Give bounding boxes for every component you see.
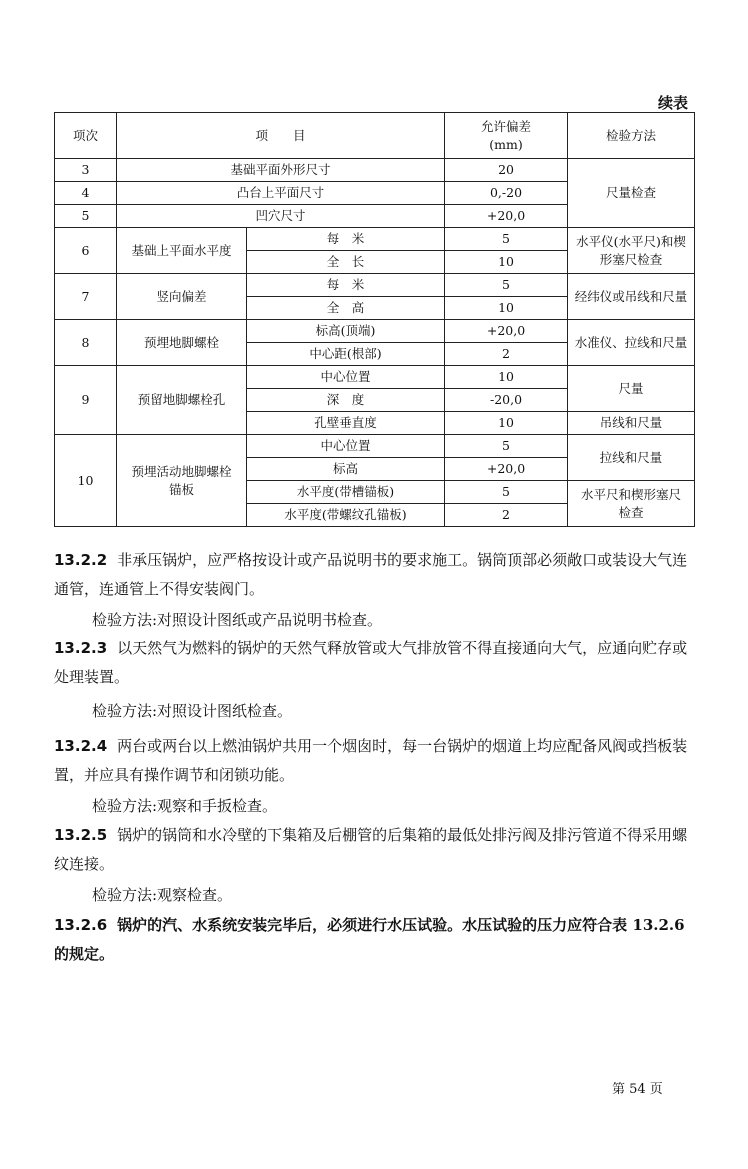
- table-header-row: [55, 113, 695, 159]
- table-row: [55, 228, 695, 251]
- row-subitem: 全 高: [247, 297, 445, 320]
- row-subitem: 每 米: [247, 274, 445, 297]
- row-item: 基础平面外形尺寸: [117, 159, 445, 182]
- clause-13-2-4-method: 检验方法:观察和手扳检查。: [92, 797, 278, 815]
- header-method: 检验方法: [568, 113, 695, 159]
- row-no: 10: [55, 435, 117, 527]
- row-tolerance: -20,0: [445, 389, 568, 412]
- row-method: 水准仪、拉线和尺量: [568, 320, 695, 366]
- row-tolerance: 0,-20: [445, 182, 568, 205]
- header-tolerance-unit: (mm): [489, 136, 523, 152]
- row-item: 预埋地脚螺栓: [117, 320, 247, 366]
- inspection-table: [54, 112, 695, 527]
- table-row: [55, 320, 695, 343]
- row-tolerance: +20,0: [445, 205, 568, 228]
- row-item: 凸台上平面尺寸: [117, 182, 445, 205]
- row-method: 拉线和尺量: [568, 435, 695, 481]
- clause-number: 13.2.5: [54, 826, 108, 844]
- clause-number: 13.2.2: [54, 551, 108, 569]
- row-method: 水平尺和楔形塞尺检查: [568, 481, 695, 527]
- clause-text: 以天然气为燃料的锅炉的天然气释放管或大气排放管不得直接通向大气，应通向贮存或处理装置。: [54, 639, 688, 686]
- row-subitem: 每 米: [247, 228, 445, 251]
- row-method: 尺量检查: [568, 159, 695, 228]
- table-row: [55, 435, 695, 458]
- row-subitem: 中心位置: [247, 366, 445, 389]
- row-tolerance: 10: [445, 297, 568, 320]
- clause-13-2-2: [54, 546, 694, 604]
- row-item: 竖向偏差: [117, 274, 247, 320]
- row-subitem: 水平度(带槽锚板): [247, 481, 445, 504]
- row-tolerance: 10: [445, 412, 568, 435]
- row-method: 经纬仪或吊线和尺量: [568, 274, 695, 320]
- row-subitem: 深 度: [247, 389, 445, 412]
- row-no: 4: [55, 182, 117, 205]
- row-tolerance: +20,0: [445, 320, 568, 343]
- row-tolerance: 5: [445, 481, 568, 504]
- row-tolerance: 10: [445, 366, 568, 389]
- row-item: 凹穴尺寸: [117, 205, 445, 228]
- row-no: 6: [55, 228, 117, 274]
- row-tolerance: 5: [445, 228, 568, 251]
- clause-number: 13.2.4: [54, 737, 108, 755]
- row-no: 7: [55, 274, 117, 320]
- header-item: 项 目: [117, 113, 445, 159]
- header-tolerance-label: 允许偏差: [481, 118, 532, 134]
- row-item: 预留地脚螺栓孔: [117, 366, 247, 435]
- clause-13-2-3: [54, 634, 694, 692]
- row-method: 尺量: [568, 366, 695, 412]
- row-no: 9: [55, 366, 117, 435]
- clause-13-2-6: [54, 911, 694, 969]
- clause-text: 非承压锅炉，应严格按设计或产品说明书的要求施工。锅筒顶部必须敞口或装设大气连通管，连通管上不得安装阀门。: [54, 551, 688, 598]
- row-subitem: 水平度(带螺纹孔锚板): [247, 504, 445, 527]
- clause-13-2-4: [54, 732, 694, 790]
- row-subitem: 标高(顶端): [247, 320, 445, 343]
- row-tolerance: 10: [445, 251, 568, 274]
- clause-number: 13.2.3: [54, 639, 108, 657]
- continued-table-label: 续表: [657, 94, 688, 112]
- row-tolerance: +20,0: [445, 458, 568, 481]
- row-item: 预埋活动地脚螺栓锚板: [117, 435, 247, 527]
- clause-13-2-5-method: 检验方法:观察检查。: [92, 886, 233, 904]
- clause-13-2-2-method: 检验方法:对照设计图纸或产品说明书检查。: [92, 611, 383, 629]
- clause-13-2-5: [54, 821, 694, 879]
- row-subitem: 中心位置: [247, 435, 445, 458]
- row-item: 基础上平面水平度: [117, 228, 247, 274]
- page-number: 第 54 页: [612, 1082, 663, 1097]
- header-tolerance: [445, 113, 568, 159]
- row-tolerance: 2: [445, 504, 568, 527]
- row-method: 吊线和尺量: [568, 412, 695, 435]
- row-tolerance: 2: [445, 343, 568, 366]
- clause-text: 两台或两台以上燃油锅炉共用一个烟囱时，每一台锅炉的烟道上均应配备风阀或挡板装置，并应具有操作调节和闭锁功能。: [54, 737, 688, 784]
- clause-text: 锅炉的锅筒和水冷壁的下集箱及后棚管的后集箱的最低处排污阀及排污管道不得采用螺纹连接。: [54, 826, 688, 873]
- clause-13-2-3-method: 检验方法:对照设计图纸检查。: [92, 702, 293, 720]
- row-no: 3: [55, 159, 117, 182]
- row-subitem: 中心距(根部): [247, 343, 445, 366]
- row-subitem: 标高: [247, 458, 445, 481]
- row-subitem: 全 长: [247, 251, 445, 274]
- row-tolerance: 20: [445, 159, 568, 182]
- row-no: 8: [55, 320, 117, 366]
- row-tolerance: 5: [445, 274, 568, 297]
- row-method: 水平仪(水平尺)和楔形塞尺检查: [568, 228, 695, 274]
- row-tolerance: 5: [445, 435, 568, 458]
- table-row: [55, 366, 695, 389]
- table-row: [55, 159, 695, 182]
- clause-number: 13.2.6: [54, 916, 108, 934]
- row-no: 5: [55, 205, 117, 228]
- header-item-no: 项次: [55, 113, 117, 159]
- clause-text: 锅炉的汽、水系统安装完毕后，必须进行水压试验。水压试验的压力应符合表 13.2.6 的规定。: [54, 916, 685, 963]
- table-row: [55, 274, 695, 297]
- row-subitem: 孔壁垂直度: [247, 412, 445, 435]
